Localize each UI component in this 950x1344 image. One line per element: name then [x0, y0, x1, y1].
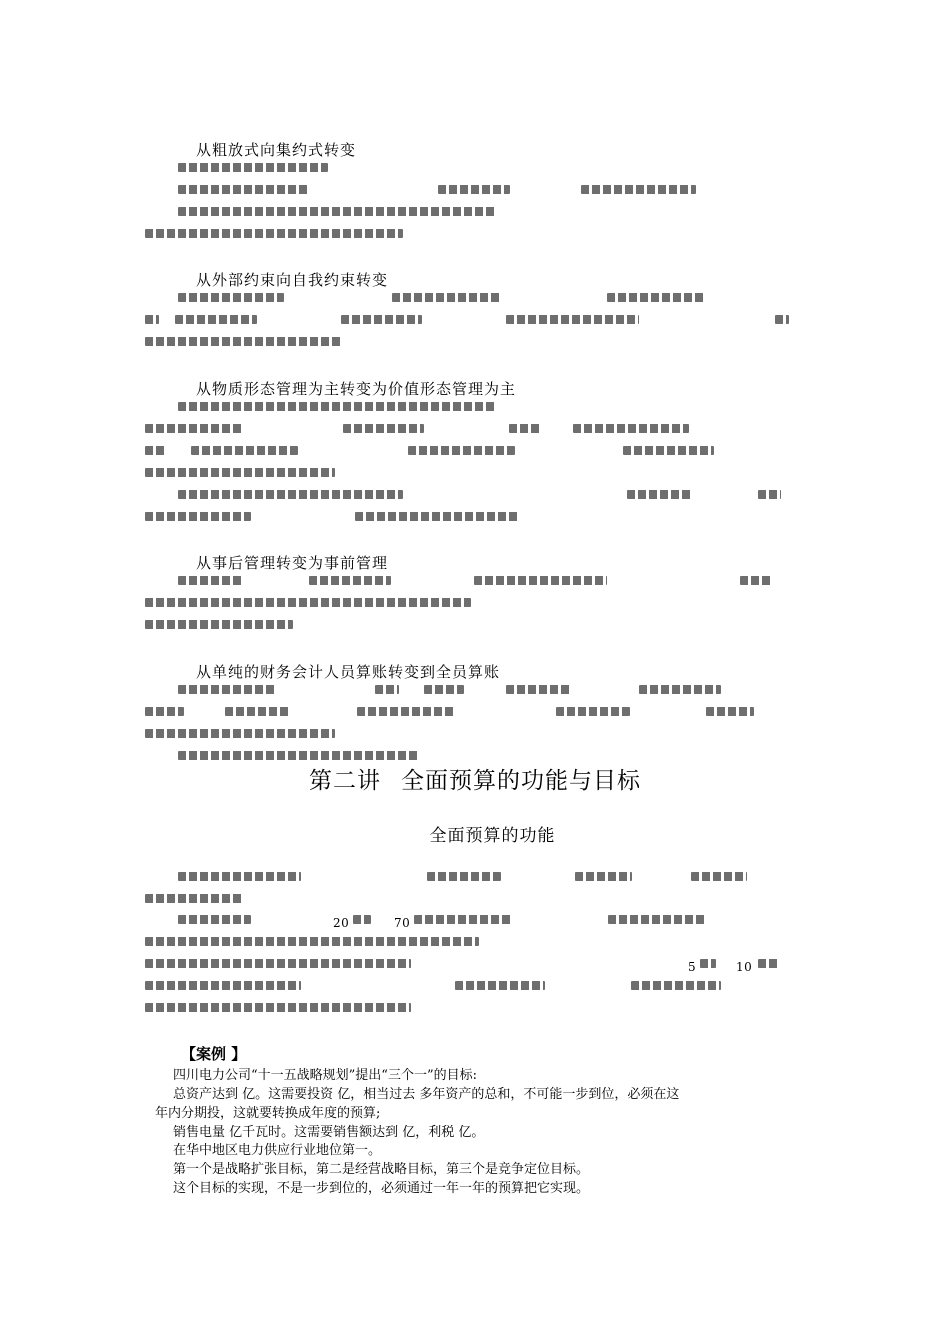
obscured-text: [341, 315, 422, 324]
text-line: [0, 512, 950, 528]
text-line: [0, 981, 950, 997]
section-subtitle: 全面预算的功能: [429, 826, 556, 846]
obscured-text: [414, 915, 512, 924]
text-line: [0, 424, 950, 440]
obscured-text: [178, 207, 496, 216]
obscured-text: [145, 468, 335, 477]
obscured-text: [178, 185, 310, 194]
text-line: [0, 576, 950, 592]
text-line: [0, 915, 950, 931]
text-line: [0, 402, 950, 418]
case-title: 【案例 】: [181, 1045, 247, 1063]
text-line: [0, 163, 950, 179]
obscured-text: [343, 424, 424, 433]
obscured-text: [145, 620, 293, 629]
obscured-text: [355, 512, 520, 521]
obscured-text: [175, 315, 257, 324]
obscured-text: [178, 402, 496, 411]
lecture-topic: 全面预算的功能与目标: [401, 768, 641, 794]
section-heading: 从物质形态管理为主转变为价值形态管理为主: [196, 380, 517, 398]
obscured-text: [357, 707, 456, 716]
text-line: [0, 937, 950, 953]
obscured-text: [607, 293, 705, 302]
case-line: 第一个是战略扩张目标，第二是经营战略目标，第三个是竞争定位目标。: [173, 1162, 590, 1177]
obscured-text: [556, 707, 630, 716]
obscured-text: [392, 293, 500, 302]
number-text: 10: [736, 960, 753, 974]
obscured-text: [178, 872, 301, 881]
obscured-text: [145, 937, 479, 946]
obscured-text: [691, 872, 747, 881]
obscured-text: [145, 894, 243, 903]
obscured-text: [353, 915, 371, 924]
text-line: [0, 446, 950, 462]
obscured-text: [145, 598, 471, 607]
number-text: 5: [688, 960, 697, 974]
obscured-text: [474, 576, 607, 585]
lecture-title: [0, 762, 950, 795]
obscured-text: [178, 915, 251, 924]
obscured-text: [145, 959, 411, 968]
case-line: 在华中地区电力供应行业地位第一。: [173, 1143, 382, 1158]
obscured-text: [178, 490, 403, 499]
obscured-text: [145, 446, 167, 455]
obscured-text: [145, 512, 251, 521]
section-heading: 从粗放式向集约式转变: [196, 141, 357, 159]
obscured-text: [178, 576, 242, 585]
obscured-text: [575, 872, 632, 881]
obscured-text: [639, 685, 721, 694]
obscured-text: [506, 315, 639, 324]
text-line: [0, 685, 950, 701]
obscured-text: [225, 707, 290, 716]
text-line: [0, 1003, 950, 1019]
number-text: 20: [333, 916, 350, 930]
section-heading: 从事后管理转变为事前管理: [196, 554, 389, 572]
obscured-text: [145, 729, 335, 738]
obscured-text: [506, 685, 572, 694]
text-line: [0, 207, 950, 223]
obscured-text: [178, 293, 284, 302]
case-line: 这个目标的实现，不是一步到位的，必须通过一年一年的预算把它实现。: [173, 1181, 590, 1196]
case-line: 四川电力公司“十一五战略规划”提出“三个一”的目标:: [173, 1068, 477, 1083]
obscured-text: [375, 685, 399, 694]
case-line: 年内分期投，这就要转换成年度的预算;: [155, 1106, 381, 1121]
text-line: [0, 620, 950, 636]
number-text: 70: [394, 916, 411, 930]
obscured-text: [758, 490, 781, 499]
case-line: 销售电量 亿千瓦时。这需要销售额达到 亿，利税 亿。: [173, 1125, 485, 1140]
obscured-text: [608, 915, 707, 924]
obscured-text: [145, 229, 403, 238]
obscured-text: [309, 576, 391, 585]
case-line: 总资产达到 亿。这需要投资 亿，相当过去 多年资产的总和，不可能一步到位，必须在这: [173, 1087, 680, 1102]
obscured-text: [145, 707, 184, 716]
text-line: [0, 315, 950, 331]
text-line: [0, 229, 950, 245]
obscured-text: [424, 685, 464, 694]
obscured-text: [455, 981, 545, 990]
text-line: [0, 894, 950, 910]
obscured-text: [191, 446, 298, 455]
obscured-text: [178, 685, 276, 694]
section-heading: 从单纯的财务会计人员算账转变到全员算账: [196, 663, 501, 681]
obscured-text: [573, 424, 689, 433]
obscured-text: [145, 1003, 411, 1012]
text-line: [0, 337, 950, 353]
obscured-text: [775, 315, 789, 324]
obscured-text: [438, 185, 510, 194]
text-line: [0, 872, 950, 888]
obscured-text: [178, 751, 420, 760]
obscured-text: [178, 163, 328, 172]
obscured-text: [581, 185, 696, 194]
obscured-text: [758, 959, 780, 968]
text-line: [0, 598, 950, 614]
obscured-text: [145, 315, 159, 324]
text-line: [0, 959, 950, 975]
obscured-text: [627, 490, 692, 499]
text-line: [0, 185, 950, 201]
text-line: [0, 293, 950, 309]
obscured-text: [700, 959, 716, 968]
lecture-number: 第二讲: [309, 768, 381, 794]
section-heading: 从外部约束向自我约束转变: [196, 271, 389, 289]
obscured-text: [427, 872, 501, 881]
obscured-text: [145, 424, 242, 433]
text-line: [0, 707, 950, 723]
text-line: [0, 468, 950, 484]
obscured-text: [145, 337, 343, 346]
obscured-text: [740, 576, 772, 585]
obscured-text: [408, 446, 515, 455]
text-line: [0, 729, 950, 745]
text-line: [0, 490, 950, 506]
obscured-text: [623, 446, 714, 455]
obscured-text: [706, 707, 754, 716]
obscured-text: [509, 424, 540, 433]
obscured-text: [631, 981, 721, 990]
obscured-text: [145, 981, 301, 990]
